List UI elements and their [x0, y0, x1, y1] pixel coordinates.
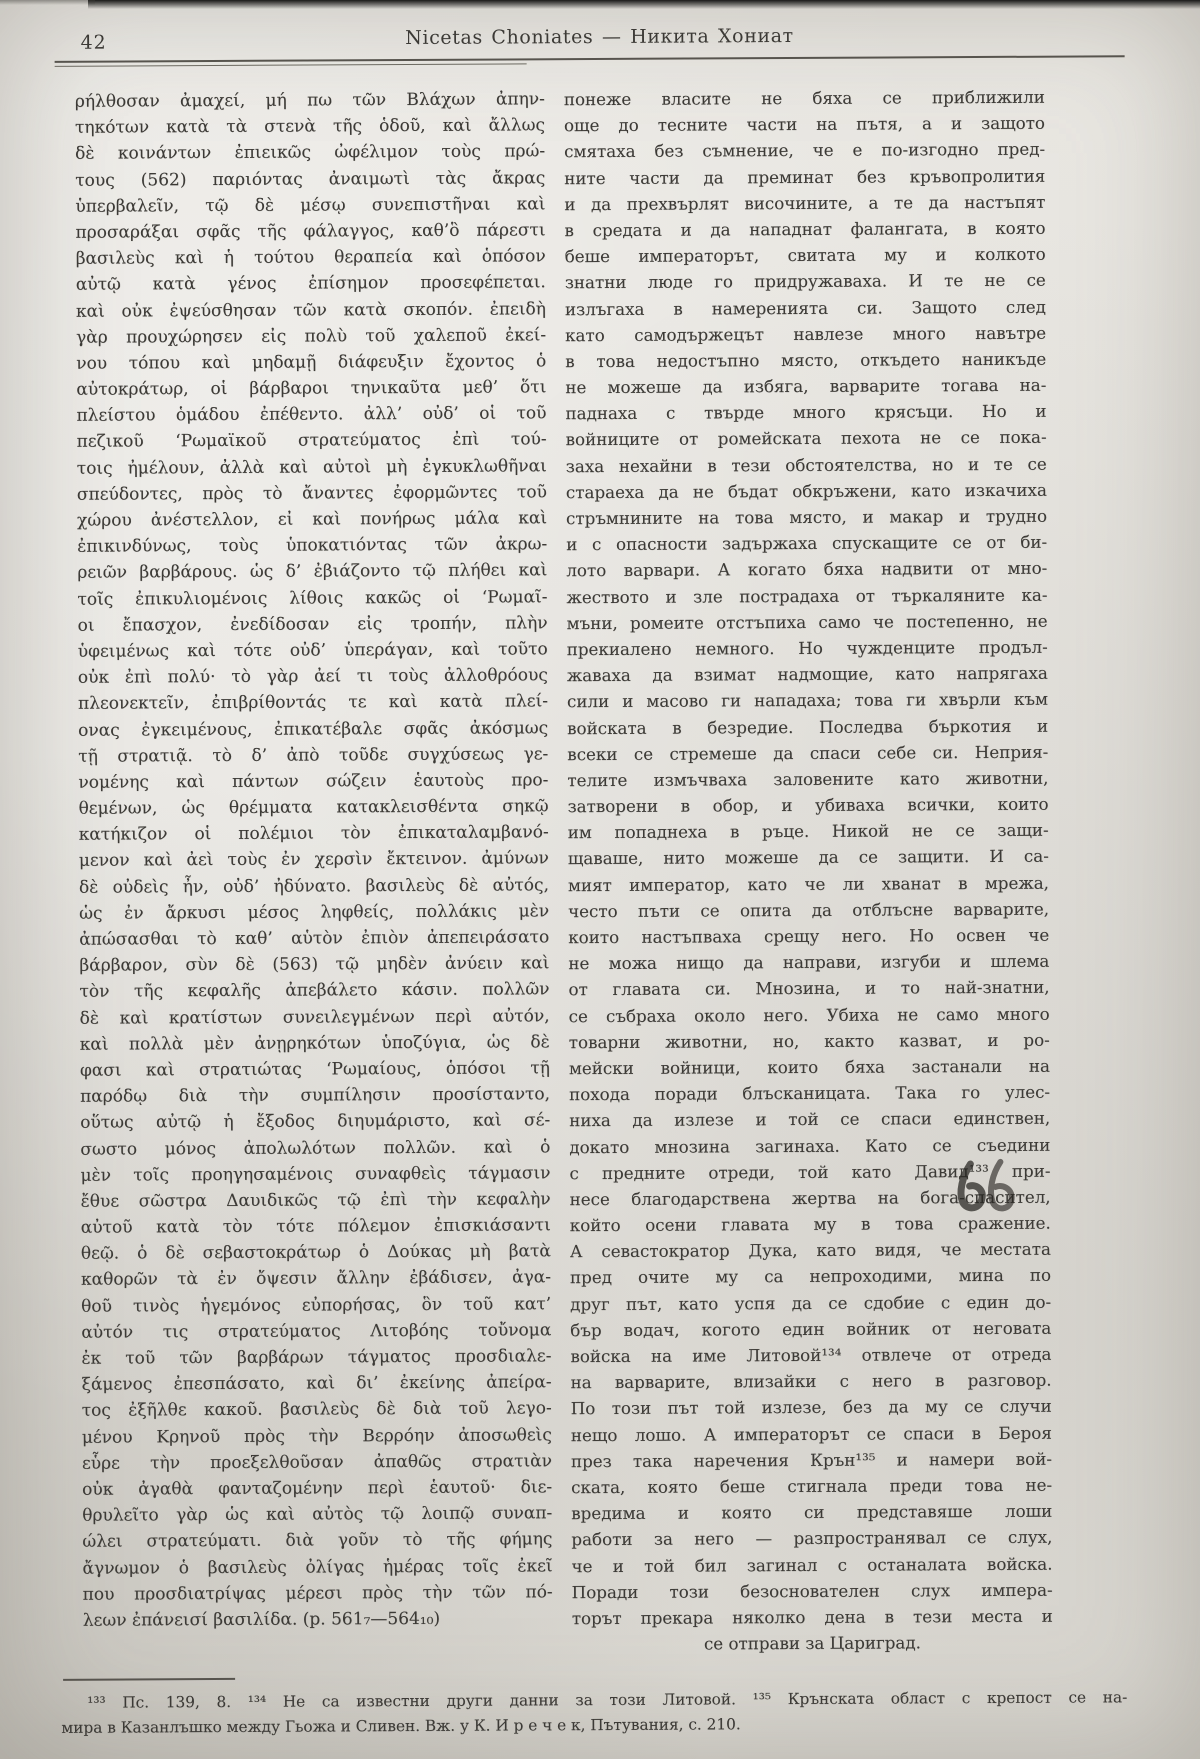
text-line: лото варвари. А когато бяха надвити от мно- — [566, 558, 1048, 581]
footnotes — [61, 1685, 1127, 1740]
text-line: стараеха да не бъдат обкръжени, като изкачиха — [565, 479, 1047, 502]
text-line: οὐκ ἀγαθὰ φανταζομένην περὶ ἑαυτοῦ· διε- — [82, 1477, 553, 1500]
text-line: в това недостъпно място, откъдето наникъде — [565, 348, 1047, 372]
text-line: в средата и да нападнат фалангата, в която — [564, 217, 1046, 241]
text-line: понеже власите не бяха се приближили — [563, 86, 1045, 110]
footnote-rule — [63, 1678, 235, 1681]
text-columns — [75, 84, 1053, 1660]
text-line: τος ἐξῆλθε κακοῦ. βασιλεὺς δὲ διὰ τοῦ λεγο- — [81, 1398, 552, 1422]
text-line: жеството и зле пострадаха от търкаляните ка- — [566, 584, 1048, 607]
text-line: ската, която беше стигнала преди това не- — [571, 1474, 1053, 1498]
text-line: ρήλθοσαν ἀμαχεί, μή πω τῶν Βλάχων ἀπην- — [74, 89, 545, 112]
text-line: не можа нищо да направи, изгуби и шлема — [568, 950, 1050, 974]
text-line: που προσδιατρίψας μέρεσι πρὸς τὴν τῶν πό- — [82, 1581, 553, 1605]
text-line: καθορῶν τὰ ἐν ὄψεσιν ἄλλην ἐβάδισεν, ἀγα- — [80, 1267, 552, 1291]
text-line: μὲν τοῖς προηγησαμένοις συναφθεὶς τάγμασιν — [80, 1162, 551, 1186]
text-line: мейски войници, които бяха застанали на — [568, 1055, 1050, 1079]
text-line: още до тесните части на пътя, а и защото — [563, 112, 1046, 136]
text-line: мъни, ромеите отстъпиха само че постепенно, не — [566, 610, 1048, 633]
text-line: πλεονεκτεῖν, ἐπιβρίθοντάς τε καὶ κατὰ πλεί- — [77, 691, 549, 715]
text-line: сили и масово ги нападаха; това ги хвърли към — [566, 688, 1049, 712]
text-line: войската в безредие. Последва бъркотия и — [567, 715, 1049, 738]
text-line: през така наречения Крън¹³⁵ и намери вой- — [570, 1448, 1053, 1471]
text-line: ἄγνωμον ὁ βασιλεὺς ὀλίγας ἡμέρας τοῖς ἐκεῖ — [82, 1555, 553, 1579]
text-line: καὶ οὐκ ἐψεύσθησαν τῶν κατὰ σκοπόν. ἐπειδὴ — [75, 298, 546, 322]
text-line: се отправи за Цариград. — [703, 1632, 921, 1654]
text-line: τηκότων κατὰ τὰ στενὰ τῆς ὁδοῦ, καὶ ἄλλως — [74, 115, 546, 138]
greek-text-column — [75, 86, 553, 1660]
text-line: φασι καὶ στρατιώτας ‘Ρωμαίους, ὁπόσοι τῇ — [79, 1058, 550, 1081]
text-line: αὐτόν τις στρατεύματος Λιτοβόης τοὔνομα — [81, 1320, 552, 1343]
text-line: излъгаха в намеренията си. Защото след — [564, 296, 1046, 319]
text-line: докато мнозина загинаха. Като се съедини — [569, 1134, 1051, 1157]
text-line: μενον καὶ ἀεὶ τοὺς ἐν χερσὶν ἔκτεινον. ἀμύνων — [78, 848, 549, 872]
text-line: χώρου ἀνέστελλον, εἰ καὶ πονήρως μάλα καὶ — [76, 508, 548, 531]
text-line: νου τόπου καὶ μηδαμῇ διάφευξιν ἔχοντος ὁ — [76, 351, 547, 374]
text-line: ἐκ τοῦ τῶν βαρβάρων τάγματος προσδιαλε- — [81, 1346, 552, 1369]
text-line: нещо лошо. А императорът се спаси в Бероя — [570, 1422, 1052, 1445]
text-line: и с опасности задържаха спускащите се от би- — [566, 531, 1048, 555]
bulgarian-text-column — [564, 84, 1053, 1658]
text-line: ὑφειμένως καὶ τότε οὐδ’ ὑπεράγαν, καὶ τοῦτο — [77, 639, 548, 662]
text-line: като самодържецът навлезе много навътре — [565, 322, 1047, 345]
text-line: σπεύδοντες, πρὸς τὸ ἄναντες ἐφορμῶντες τοῦ — [76, 482, 547, 505]
text-line: бър водач, когото един войник от неговата — [570, 1317, 1052, 1340]
text-line: че и той бил загинал с останалата войска. — [571, 1553, 1053, 1576]
text-line: μένου Κρηνοῦ πρὸς τὴν Βερρόην ἀποσωθεὶς — [81, 1424, 552, 1448]
text-line: ἔθυε σῶστρα Δαυιδικῶς τῷ ἐπὶ τὴν κεφαλὴν — [80, 1189, 551, 1212]
text-line: δὲ καὶ κρατίστων συνειλεγμένων περὶ αὐτόν, — [79, 1005, 550, 1029]
text-line: οι ἔπασχον, ἐνεδίδοσαν εἰς τροπήν, πλὴν — [77, 613, 548, 636]
text-line: θεῷ. ὁ δὲ σεβαστοκράτωρ ὁ Δούκας μὴ βατὰ — [80, 1241, 551, 1264]
text-line: с предните отреди, той като Давид¹³³ при- — [569, 1160, 1051, 1183]
text-line: δὲ κοινάντων ἐπιεικῶς ὠφέλιμον τοὺς πρώ- — [75, 141, 546, 165]
text-line: войниците от ромейската пехота не се пока- — [565, 427, 1047, 450]
text-line: θρυλεῖτο γὰρ ὡς καὶ αὐτὸς τῷ λοιπῷ συναπ- — [82, 1503, 553, 1526]
text-line: ἀπώσασθαι τὸ καθ’ αὑτὸν ἐπιὸν ἀπεπειράσατο — [79, 927, 550, 950]
text-line: ἐπικινδύνως, τοὺς ὑποκατιόντας τῶν ἀκρω- — [77, 534, 548, 557]
text-line: похода поради блъсканицата. Така го улес- — [568, 1081, 1051, 1105]
text-line: несе благодарствена жертва на бога-спасител, — [569, 1186, 1051, 1210]
text-line: А севастократор Дука, като видя, че местата — [569, 1238, 1051, 1262]
text-line: затворени в обор, и убиваха всички, които — [567, 793, 1049, 817]
text-line: βασιλεὺς καὶ ἡ τούτου θεραπεία καὶ ὁπόσον — [75, 246, 546, 269]
text-line: νομένης καὶ πάντων σώζειν ἑαυτοὺς προ- — [78, 770, 549, 793]
text-line: πεζικοῦ ‘Ρωμαϊκοῦ στρατεύματος ἐπὶ τού- — [76, 429, 547, 453]
text-line: ὑπερβαλεῖν, τῷ δὲ μέσῳ συνεπιστῆναι καὶ — [75, 194, 546, 217]
text-line: които настъпваха срещу него. Но освен че — [568, 924, 1050, 948]
text-line: пред очите му са непроходими, мина по — [569, 1265, 1052, 1288]
header-rule-secondary — [55, 63, 527, 66]
text-line: друг път, като успя да се сдобие с един до- — [570, 1291, 1052, 1314]
text-line: жаваха да взимат надмощие, като напрягаха — [566, 662, 1048, 686]
text-line: и да прехвърлят височините, а те да настъпят — [564, 191, 1046, 214]
text-line: По този път той излезе, без да му се случи — [570, 1396, 1052, 1419]
text-line: мият император, като че ли хванат в мрежа, — [567, 872, 1049, 895]
text-line: стръмнините на това място, и макар и трудно — [565, 505, 1048, 529]
text-line: товарни животни, но, както казват, и ро- — [568, 1029, 1050, 1052]
text-line: αὐτῷ κατὰ γένος ἐπίσημον προσεφέπεται. — [75, 272, 546, 296]
text-line: ¹³³ Пс. 139, 8. ¹³⁴ Не са известни други данни за този Литовой. ¹³⁵ Крънската област с крепост се на- — [87, 1688, 1128, 1712]
text-line: знатни люде го придружаваха. И те не се — [564, 269, 1046, 293]
text-line: προσαράξαι σφᾶς τῆς φάλαγγος, καθ’ὃ πάρεστι — [75, 220, 546, 243]
text-line: ρειῶν βαρβάρους. ὡς δ’ ἐβιάζοντο τῷ πλήθει καὶ — [77, 560, 548, 584]
text-line: вредима и която си представяше лоши — [571, 1500, 1053, 1524]
text-line: πλείστου ὁμάδου ἐπέθεντο. ἀλλ’ οὐδ’ οἱ τοῦ — [76, 403, 547, 426]
text-line: ώλει στρατεύματι. διὰ γοῦν τὸ τῆς φήμης — [82, 1529, 553, 1553]
text-line: βάρβαρον, σὺν δὲ (563) τῷ μηδὲν ἀνύειν καὶ — [79, 953, 550, 976]
text-line: щаваше, нито можеше да се защити. И са- — [567, 846, 1049, 869]
text-line: παρόδῳ διὰ τὴν συμπίλησιν προσίσταντο, — [79, 1084, 551, 1107]
running-title: Nicetas Choniates — Никита Хониат — [405, 24, 794, 50]
text-line: смятаха без съмнение, че е по-изгодно пред- — [564, 139, 1046, 162]
page-header — [74, 23, 1124, 54]
text-line: σωστο μόνος ἀπολωλότων πολλῶν. καὶ ὁ — [80, 1136, 551, 1160]
text-line: θεμένων, ὡς θρέμματα κατακλεισθέντα σηκῷ — [78, 796, 549, 819]
text-line: заха нехайни в тези обстоятелства, но и те се — [565, 453, 1047, 476]
text-line: телите измъчваха заловените като животни, — [567, 767, 1049, 791]
header-rule — [55, 55, 1125, 63]
text-line: γὰρ προυχώρησεν εἰς πολὺ τοῦ χαλεποῦ ἐκεί- — [76, 324, 547, 348]
text-line: τους (562) παριόντας ἀναιμωτὶ τὰς ἄκρας — [75, 167, 546, 191]
text-line: ονας ἐγκειμένους, ἐπικατέβαλε σφᾶς ἀκόσμως — [78, 717, 549, 741]
text-line: τὸν τῆς κεφαλῆς ἀπεβάλετο κάσιν. πολλῶν — [79, 979, 550, 1003]
text-line: τῇ στρατιᾷ. τὸ δ’ ἀπὸ τοῦδε συγχύσεως γε- — [78, 743, 549, 767]
text-line: беше императорът, свитата му и колкото — [564, 243, 1046, 267]
text-line: δὲ οὐδεὶς ἦν, οὐδ’ ἠδύνατο. βασιλεὺς δὲ αὐτός, — [78, 874, 550, 898]
text-line: οὐκ ἐπὶ πολύ· τὸ γὰρ ἀεί τι τοὺς ἀλλοθρόους — [77, 665, 548, 688]
text-line: от главата си. Мнозина, и то най-знатни, — [568, 977, 1050, 1000]
text-line: им попаднеха в ръце. Никой не се защи- — [567, 819, 1049, 843]
text-line: войска на име Литовой¹³⁴ отвлече от отреда — [570, 1343, 1052, 1367]
page-number: 42 — [80, 31, 107, 54]
text-line: αὐτοκράτωρ, οἱ βάρβαροι τηνικαῦτα μεθ’ ὅτι — [76, 377, 547, 400]
text-line: торът прекара няколко дена в тези места и — [571, 1605, 1053, 1629]
text-line: ниха да излезе и той се спаси единствен, — [569, 1107, 1051, 1131]
text-line: се събраха около него. Убиха не само много — [568, 1003, 1050, 1026]
text-line: τοις ἠμέλουν, ἀλλὰ καὶ αὐτοὶ μὴ ἐγκυκλωθῆναι — [76, 455, 547, 479]
text-line: αὐτοῦ κατὰ τὸν τότε πόλεμον ἐπισκιάσαντι — [80, 1215, 551, 1238]
text-line: ὡς ἐν ἄρκυσι μέσος ληφθείς, πολλάκις μὲν — [79, 901, 550, 924]
text-line: οὕτως αὐτῷ ἡ ἔξοδος διηυμάριστο, καὶ σέ- — [80, 1110, 551, 1134]
text-line: на варварите, влизайки с него в разговор. — [570, 1369, 1052, 1393]
text-line: мира в Казанлъшко между Гьожа и Сливен. Вж. у К. И р е ч е к, Пътувания, с. 210. — [61, 1714, 741, 1737]
text-line: θοῦ τινὸς ἡγεμόνος εὐπορήσας, ὃν τοῦ κατ’ — [81, 1293, 552, 1317]
text-line: καὶ πολλὰ μὲν ἀνῃρηκότων ὑποζύγια, ὡς δὲ — [79, 1032, 550, 1055]
text-line: работи за него — разпространявал се слух, — [571, 1526, 1053, 1550]
text-line: Поради този безоснователен слух импера- — [571, 1579, 1053, 1602]
text-line: ните части да преминат без кръвопролития — [564, 165, 1046, 188]
text-line: λεων ἐπάνεισί βασιλίδα. (p. 561₇—564₁₀) — [82, 1608, 441, 1631]
text-line: паднаха с твърде много крясъци. Но и — [565, 400, 1047, 424]
text-line: който осени главата му в това сражение. — [569, 1212, 1051, 1236]
text-line: τοῖς ἐπικυλιομένοις λίθοις κακῶς οἱ ‘Ρωμαῖ- — [77, 586, 548, 610]
text-line: εὗρε τὴν προεξελθοῦσαν ἀπαθῶς στρατιὰν — [81, 1451, 553, 1474]
text-line: прекиалено немного. Но чужденците продъл- — [566, 636, 1048, 660]
text-line: всеки се стремеше да спаси себе си. Неприя- — [567, 741, 1049, 764]
text-line: κατήκιζον οἱ πολέμιοι τὸν ἐπικαταλαμβανό- — [78, 822, 549, 845]
text-line: ξάμενος ἐπεσπάσατο, καὶ δι’ ἐκείνης ἀπείρα- — [81, 1372, 552, 1395]
text-line: често пъти се опита да отблъсне варварите, — [568, 898, 1050, 921]
text-line: не можеше да избяга, варварите тогава на- — [565, 374, 1047, 398]
